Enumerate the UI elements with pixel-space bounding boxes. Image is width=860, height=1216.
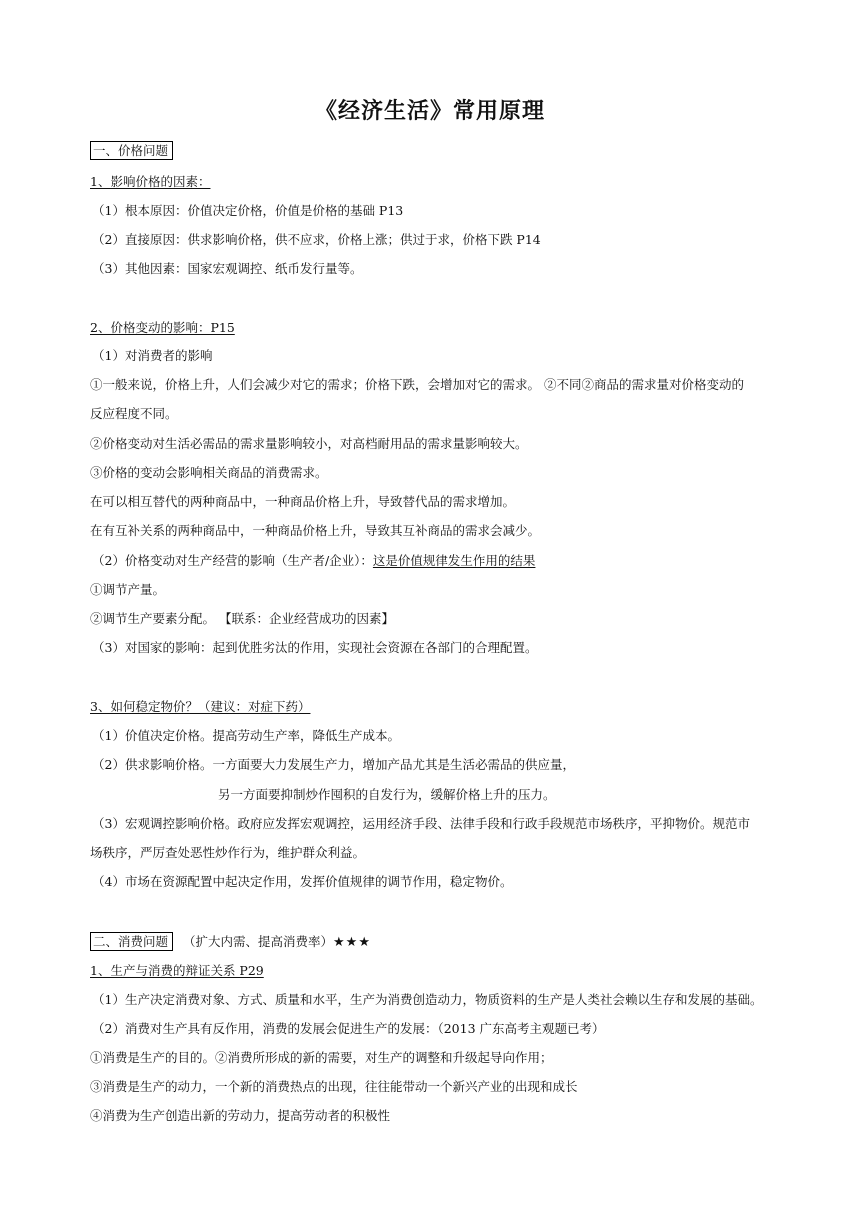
paragraph-line: （1）价值决定价格。提高劳动生产率，降低生产成本。 xyxy=(92,728,400,743)
paragraph-line: ②价格变动对生活必需品的需求量影响较小，对高档耐用品的需求量影响较大。 xyxy=(90,436,528,451)
paragraph-line: （1）对消费者的影响 xyxy=(92,348,213,363)
paragraph-line: 在可以相互替代的两种商品中，一种商品价格上升，导致替代品的需求增加。 xyxy=(90,494,516,509)
paragraph-line: （1）生产决定消费对象、方式、质量和水平，生产为消费创造动力，物质资料的生产是人类社会赖以生存和发展的基础。 xyxy=(92,992,763,1007)
paragraph-line: ①消费是生产的目的。②消费所形成的新的需要，对生产的调整和升级起导向作用； xyxy=(90,1050,553,1065)
document-title: 《经济生活》常用原理 xyxy=(314,98,545,124)
paragraph-line: （3）宏观调控影响价格。政府应发挥宏观调控，运用经济手段、法律手段和行政手段规范市场秩序，平抑物价。规范市 xyxy=(92,816,750,831)
paragraph-line: ③消费是生产的动力，一个新的消费热点的出现，往往能带动一个新兴产业的出现和成长 xyxy=(90,1079,578,1094)
subheading-stabilize-prices: 3、如何稳定物价？（建议：对症下药） xyxy=(90,699,311,714)
section-heading-consumption xyxy=(90,934,371,951)
paragraph-line: ②调节生产要素分配。 【联系：企业经营成功的因素】 xyxy=(90,611,394,626)
paragraph-line: ①调节产量。 xyxy=(90,582,166,597)
paragraph-line: （2）供求影响价格。一方面要大力发展生产力，增加产品尤其是生活必需品的供应量， xyxy=(92,757,575,772)
section-heading-note: （扩大内需、提高消费率） xyxy=(183,934,334,949)
paragraph-line: 另一方面要抑制炒作囤积的自发行为，缓解价格上升的压力。 xyxy=(218,787,556,802)
star-rating: ★★★ xyxy=(333,935,371,950)
paragraph-line: （3）对国家的影响：起到优胜劣汰的作用，实现社会资源在各部门的合理配置。 xyxy=(92,640,538,655)
paragraph-text: （2）价格变动对生产经营的影响（生产者/企业）： xyxy=(92,553,373,568)
subheading-price-change-impact: 2、价格变动的影响：P15 xyxy=(90,320,235,335)
underlined-text: 这是价值规律发生作用的结果 xyxy=(372,553,536,568)
paragraph-line: ③价格的变动会影响相关商品的消费需求。 xyxy=(90,465,328,480)
paragraph-line: （2）直接原因：供求影响价格，供不应求，价格上涨；供过于求，价格下跌 P14 xyxy=(92,232,541,247)
section-heading-label: 二、消费问题 xyxy=(90,932,173,951)
paragraph-line: 场秩序，严厉查处恶性炒作行为，维护群众利益。 xyxy=(90,845,366,860)
paragraph-line: 在有互补关系的两种商品中，一种商品价格上升，导致其互补商品的需求会减少。 xyxy=(90,523,541,538)
paragraph-line: （3）其他因素：国家宏观调控、纸币发行量等。 xyxy=(92,261,363,276)
section-heading-label: 一、价格问题 xyxy=(90,141,173,160)
subheading-production-consumption: 1、生产与消费的辩证关系 P29 xyxy=(90,963,264,978)
paragraph-line xyxy=(92,553,535,569)
paragraph-line: ①一般来说，价格上升，人们会减少对它的需求；价格下跌，会增加对它的需求。 ②不同②商品的需求量对价格变动的 xyxy=(90,377,744,392)
paragraph-line: 反应程度不同。 xyxy=(90,406,178,421)
paragraph-line: （1）根本原因：价值决定价格，价值是价格的基础 P13 xyxy=(92,203,404,218)
subheading-price-factors: 1、影响价格的因素： xyxy=(90,174,211,189)
paragraph-line: ④消费为生产创造出新的劳动力，提高劳动者的积极性 xyxy=(90,1108,391,1123)
paragraph-line: （4）市场在资源配置中起决定作用，发挥价值规律的调节作用，稳定物价。 xyxy=(92,874,513,889)
section-heading-price xyxy=(90,143,173,159)
paragraph-line: （2）消费对生产具有反作用，消费的发展会促进生产的发展：（2013 广东高考主观题已考） xyxy=(92,1021,605,1036)
